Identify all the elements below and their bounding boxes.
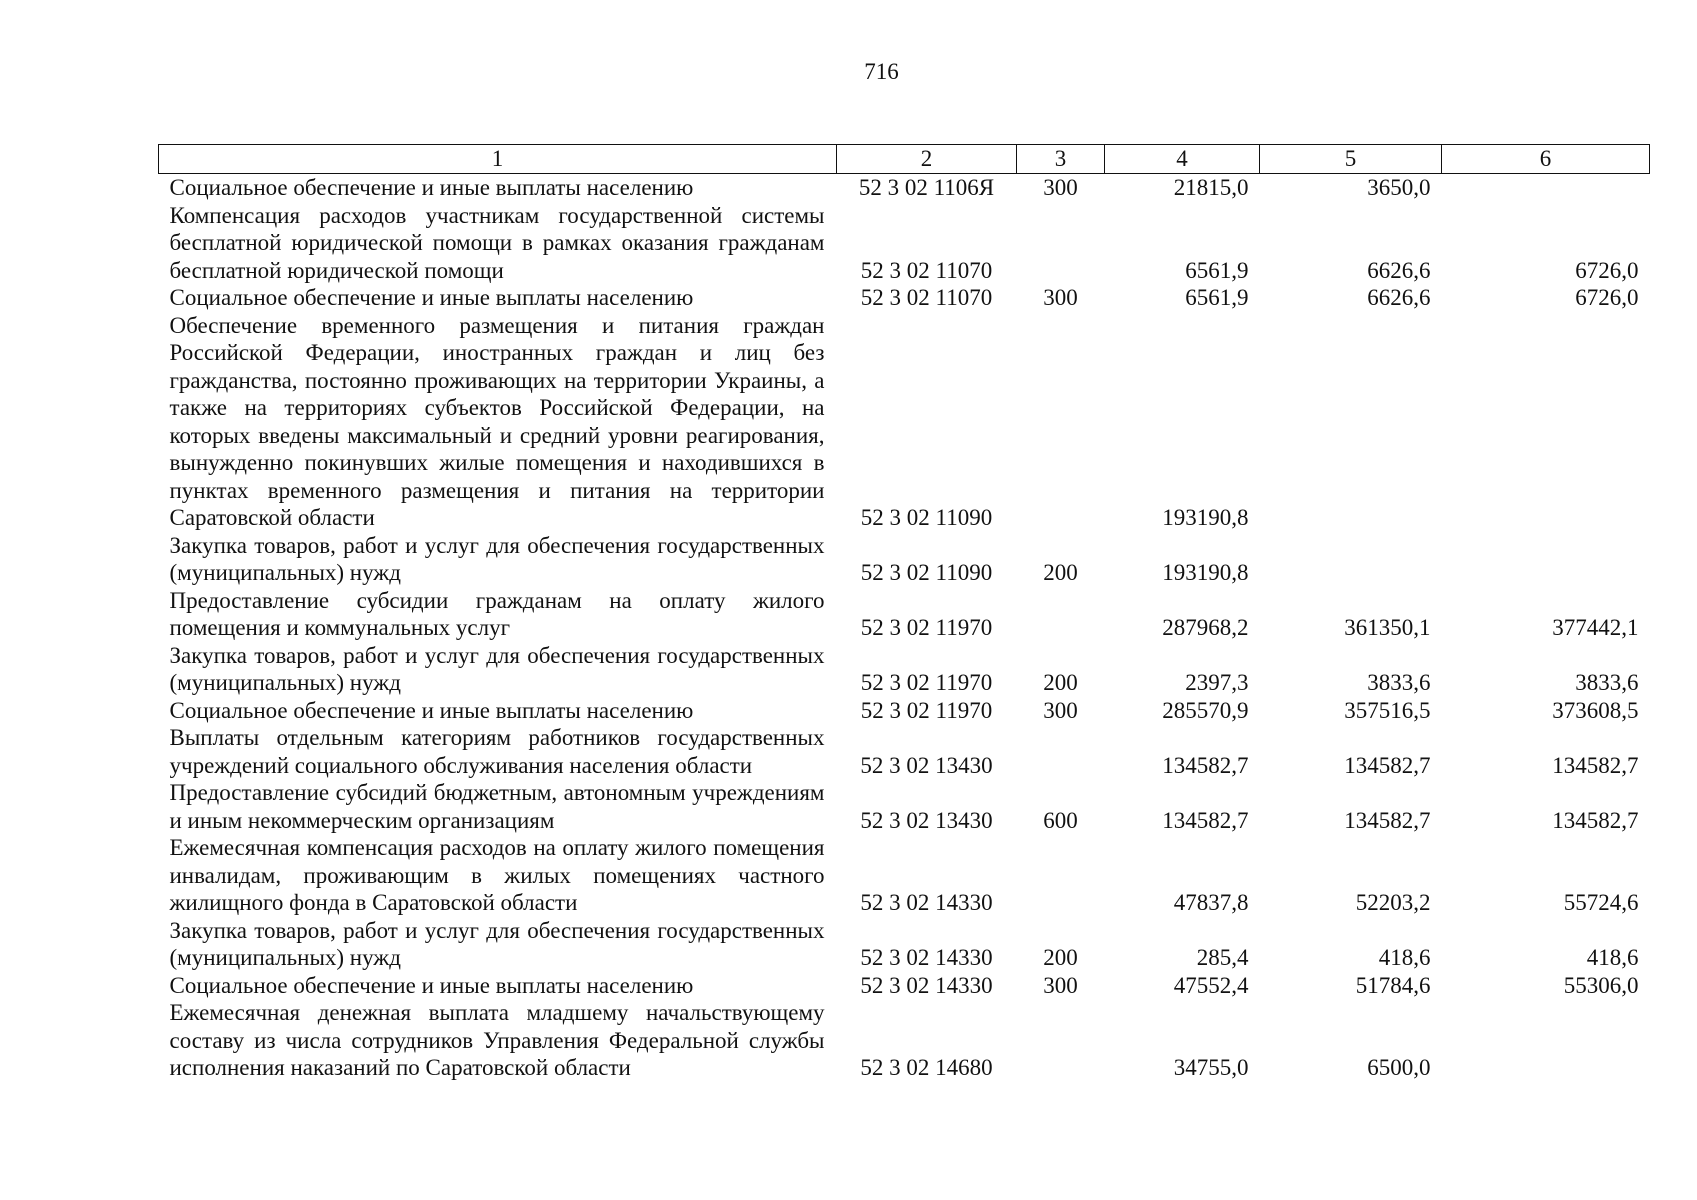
row-type-cell [1017,999,1105,1082]
row-type-cell [1017,202,1105,285]
header-col-1: 1 [159,145,837,174]
row-value-col5: 134582,7 [1344,752,1431,778]
row-value-col4: 47837,8 [1173,890,1249,915]
table-row [159,834,1650,917]
row-value-col4: 134582,7 [1162,752,1249,778]
row-value-col5: 6500,0 [1367,1055,1431,1080]
row-value-col6: 3833,6 [1575,670,1639,695]
row-code-cell: 52 3 02 11070 [860,285,993,310]
row-type-cell [1017,587,1105,642]
header-col-5: 5 [1260,145,1442,174]
table-row [159,587,1650,642]
row-code-cell: 52 3 02 1106Я [858,175,995,200]
row-code-cell: 52 3 02 14330 [860,972,993,998]
row-value-col5: 361350,1 [1344,615,1431,640]
row-name-cell: Социальное обеспечение и иные выплаты населению [169,697,694,723]
table-row [159,532,1650,587]
row-type-cell: 200 [1043,670,1078,695]
row-value-col6: 55724,6 [1563,890,1639,915]
table-row [159,724,1650,779]
row-name-cell: Социальное обеспечение и иные выплаты населению [169,175,694,200]
table-body [159,174,1650,1082]
table-row [159,284,1650,312]
row-code-cell: 52 3 02 14330 [860,890,993,915]
row-value-col4: 21815,0 [1173,175,1249,200]
row-code-cell: 52 3 02 14680 [860,1055,993,1080]
budget-table-wrapper [158,144,1649,1082]
row-code-cell: 52 3 02 11970 [860,615,993,640]
row-name-cell: Предоставление субсидий бюджетным, автономным учреждениям и иным некоммерческим организациям [169,780,825,833]
row-value-col6: 134582,7 [1552,752,1639,778]
row-value-col4: 193190,8 [1162,560,1249,585]
table-row [159,697,1650,725]
row-value-col4: 47552,4 [1173,972,1249,998]
row-value-col6: 6726,0 [1575,257,1639,283]
header-col-6: 6 [1442,145,1650,174]
row-name-cell: Социальное обеспечение и иные выплаты населению [169,285,694,310]
row-value-col5: 418,6 [1378,945,1431,970]
row-value-col4: 134582,7 [1162,807,1249,833]
row-code-cell: 52 3 02 14330 [860,945,993,970]
row-type-cell: 300 [1043,972,1078,998]
table-row [159,174,1650,202]
row-value-col6: 377442,1 [1552,615,1639,640]
row-value-col6 [1442,999,1650,1082]
row-name-cell: Социальное обеспечение и иные выплаты населению [169,972,694,998]
row-name-cell: Выплаты отдельным категориям работников государственных учреждений социального обслуживания населения области [169,725,825,778]
row-type-cell: 200 [1043,560,1078,585]
row-value-col5: 6626,6 [1367,285,1431,310]
row-name-cell: Закупка товаров, работ и услуг для обеспечения государственных (муниципальных) нужд [169,532,825,585]
row-name-cell: Ежемесячная компенсация расходов на оплату жилого помещения инвалидам, проживающим в жилых помещениях частного жилищного фонда в Саратовской области [169,835,825,915]
row-value-col5 [1260,532,1442,587]
table-header [159,145,1650,174]
row-type-cell: 300 [1043,285,1078,310]
row-value-col5: 3833,6 [1367,670,1431,695]
row-name-cell: Ежемесячная денежная выплата младшему начальствующему составу из числа сотрудников Управления Федеральной службы исполнения наказаний по Саратовской области [169,1000,825,1080]
header-col-2: 2 [837,145,1017,174]
row-type-cell [1017,834,1105,917]
row-value-col6: 134582,7 [1552,807,1639,833]
row-value-col5: 3650,0 [1367,175,1431,200]
row-value-col4: 6561,9 [1185,285,1249,310]
table-row [159,202,1650,285]
row-code-cell: 52 3 02 13430 [860,752,993,778]
row-code-cell: 52 3 02 11970 [860,670,993,695]
row-value-col4: 6561,9 [1185,257,1249,283]
row-value-col6: 6726,0 [1575,285,1639,310]
budget-table [158,144,1650,1082]
row-name-cell: Обеспечение временного размещения и питания граждан Российской Федерации, иностранных граждан и лиц без гражданства, постоянно проживающих на территории Украины, а также на территориях субъектов Российской Федерации, на которых введены максимальный и средний уровни реагирования, вынужденно покинувших жилые помещения и находившихся в пунктах временного размещения и питания на территории Саратовской области [169,312,825,530]
row-code-cell: 52 3 02 13430 [860,807,993,833]
header-col-3: 3 [1017,145,1105,174]
row-type-cell: 300 [1043,175,1078,200]
row-type-cell [1017,312,1105,532]
row-value-col4: 285570,9 [1162,697,1249,723]
row-value-col5: 6626,6 [1367,257,1431,283]
row-value-col6 [1442,312,1650,532]
header-col-4: 4 [1105,145,1260,174]
row-value-col4: 34755,0 [1173,1055,1249,1080]
row-value-col4: 287968,2 [1162,615,1249,640]
row-name-cell: Закупка товаров, работ и услуг для обеспечения государственных (муниципальных) нужд [169,642,825,695]
row-type-cell: 200 [1043,945,1078,970]
table-row [159,917,1650,972]
table-row [159,779,1650,834]
row-type-cell: 300 [1043,697,1078,723]
table-row [159,642,1650,697]
table-row [159,312,1650,532]
row-value-col6 [1442,532,1650,587]
row-value-col5: 357516,5 [1344,697,1431,723]
row-value-col5: 51784,6 [1355,972,1431,998]
row-code-cell: 52 3 02 11070 [860,257,993,283]
row-code-cell: 52 3 02 11090 [860,560,993,585]
row-value-col5 [1260,312,1442,532]
row-value-col4: 285,4 [1196,945,1249,970]
row-value-col5: 134582,7 [1344,807,1431,833]
row-name-cell: Компенсация расходов участникам государственной системы бесплатной юридической помощи в рамках оказания гражданам бесплатной юридической помощи [169,202,825,283]
row-type-cell [1017,724,1105,779]
page-number: 716 [864,59,899,84]
row-type-cell: 600 [1043,807,1078,833]
row-value-col6 [1442,174,1650,202]
row-value-col6: 373608,5 [1552,697,1639,723]
row-value-col6: 418,6 [1586,945,1639,970]
row-code-cell: 52 3 02 11090 [860,505,993,530]
header-row [159,145,1650,174]
table-row [159,972,1650,1000]
row-code-cell: 52 3 02 11970 [860,697,993,723]
row-value-col4: 2397,3 [1185,670,1249,695]
table-row [159,999,1650,1082]
row-name-cell: Закупка товаров, работ и услуг для обеспечения государственных (муниципальных) нужд [169,917,825,970]
row-value-col5: 52203,2 [1355,890,1431,915]
row-name-cell: Предоставление субсидии гражданам на оплату жилого помещения и коммунальных услуг [169,587,825,640]
row-value-col6: 55306,0 [1563,972,1639,998]
row-value-col4: 193190,8 [1162,505,1249,530]
